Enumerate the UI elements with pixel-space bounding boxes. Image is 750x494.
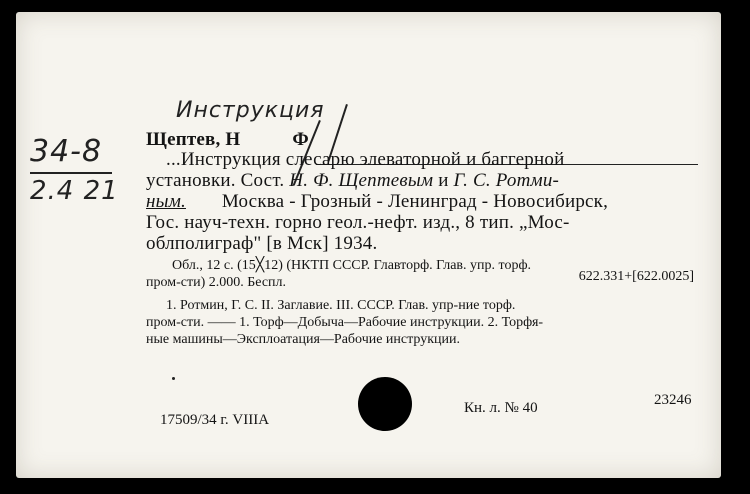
entry-line-1: ...Инструкция слесарю элеваторной и баггерной — [166, 149, 565, 170]
order-number: 17509/34 г. VIIIA — [160, 412, 270, 428]
card-code: 23246 — [654, 392, 692, 408]
shelf-mark-divider — [30, 172, 112, 174]
shelf-mark-bottom: 2.4 21 — [30, 176, 119, 206]
card-number: Кн. л. № 40 — [464, 400, 538, 416]
entry-line-4: Гос. науч-техн. горно геол.-нефт. изд., 8 тип. „Мос- — [146, 212, 570, 233]
author-heading: Щептев, Н Ф — [146, 129, 309, 150]
tracing-line-2: пром-сти. —— 1. Торф—Добыча—Рабочие инструкции. 2. Торфя- — [146, 315, 544, 330]
tracing-line-3: ные машины—Эксплоатация—Рабочие инструкции. — [146, 332, 461, 347]
entry-line-5: облполиграф" [в Мск] 1934. — [146, 233, 378, 254]
cross-mark-icon: ╳ — [255, 258, 265, 273]
classification-code: 622.331+[622.0025] — [578, 269, 694, 284]
shelf-mark-top: 34-8 — [30, 134, 103, 169]
entry-line-6: Обл., 12 с. (15╳12) (НКТП СССР. Главторф. Глав. упр. торф. — [172, 258, 532, 273]
catalog-card — [16, 12, 721, 478]
entry-line-2: установки. Сост. Н. Ф. Щептевым и Г. С. Ротми- — [146, 170, 560, 191]
card-punch-hole — [358, 377, 412, 431]
entry-line-7: пром-сти) 2.000. Беспл. 622.331+[622.0025] — [146, 269, 694, 290]
ink-speck — [172, 377, 175, 380]
entry-line-3: ным. Москва - Грозный - Ленинград - Новосибирск, — [146, 191, 609, 212]
handwritten-title-note: Инструкция — [176, 98, 325, 123]
tracing-line-1: 1. Ротмин, Г. С. II. Заглавие. III. СССР. Глав. упр-ние торф. — [166, 298, 516, 313]
